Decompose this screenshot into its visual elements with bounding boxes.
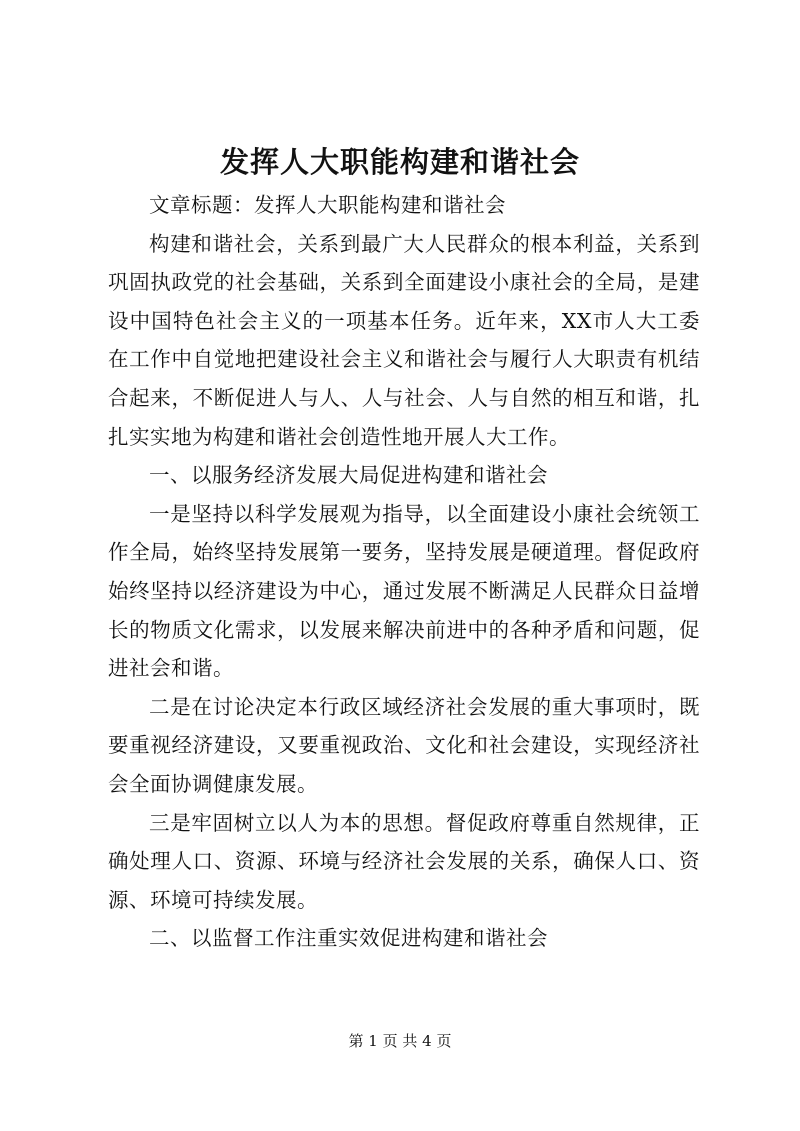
point-paragraph-1: 一是坚持以科学发展观为指导，以全面建设小康社会统领工作全局，始终坚持发展第一要务，坚持发展是硬道理。督促政府始终坚持以经济建设为中心，通过发展不断满足人民群众日益增长的物质文化需求，以发展来解决前进中的各种矛盾和问题，促进社会和谐。 xyxy=(108,501,700,681)
document-body xyxy=(108,186,700,958)
intro-paragraph: 构建和谐社会，关系到最广大人民群众的根本利益，关系到巩固执政党的社会基础，关系到全面建设小康社会的全局，是建设中国特色社会主义的一项基本任务。近年来，XX市人大工委在工作中自觉地把建设社会主义和谐社会与履行人大职责有机结合起来，不断促进人与人、人与社会、人与自然的相互和谐，扎扎实实地为构建和谐社会创造性地开展人大工作。 xyxy=(108,231,700,449)
document-title: 发挥人大职能构建和谐社会 xyxy=(219,145,580,179)
section-heading-2: 二、以监督工作注重实效促进构建和谐社会 xyxy=(149,926,548,951)
page-number: 第 1 页 共 4 页 xyxy=(348,1032,452,1050)
article-title-line: 文章标题：发挥人大职能构建和谐社会 xyxy=(149,193,506,217)
point-paragraph-3: 三是牢固树立以人为本的思想。督促政府尊重自然规律，正确处理人口、资源、环境与经济社会发展的关系，确保人口、资源、环境可持续发展。 xyxy=(108,810,700,912)
point-paragraph-2: 二是在讨论决定本行政区域经济社会发展的重大事项时，既要重视经济建设，又要重视政治、文化和社会建设，实现经济社会全面协调健康发展。 xyxy=(108,694,700,796)
section-heading-1: 一、以服务经济发展大局促进构建和谐社会 xyxy=(149,463,548,488)
